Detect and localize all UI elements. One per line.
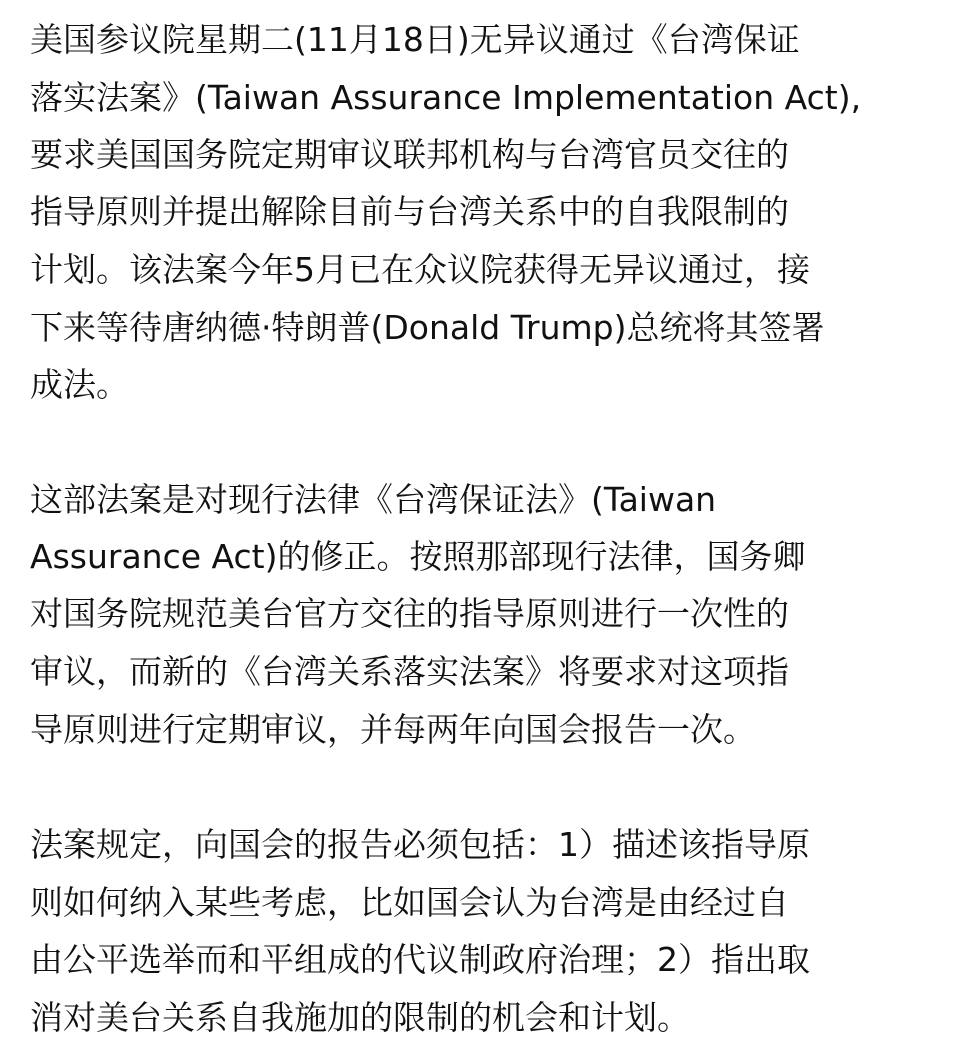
text-line: 落实法案》(Taiwan Assurance Implementation Act),: [30, 78, 862, 117]
text-line: 由公平选举而和平组成的代议制政府治理；2）指出取: [30, 940, 810, 979]
text-line: 消对美台关系自我施加的限制的机会和计划。: [30, 998, 690, 1037]
text-line: 法案规定，向国会的报告必须包括：1）描述该指导原: [30, 825, 810, 864]
text-line: 则如何纳入某些考虑，比如国会认为台湾是由经过自: [30, 883, 789, 922]
text-line: 审议，而新的《台湾关系落实法案》将要求对这项指: [30, 652, 789, 691]
text-line: 下来等待唐纳德·特朗普(Donald Trump)总统将其签署: [30, 308, 825, 347]
text-line: 要求美国国务院定期审议联邦机构与台湾官员交往的: [30, 135, 789, 174]
text-line: Assurance Act)的修正。按照那部现行法律，国务卿: [30, 537, 806, 576]
text-line: 计划。该法案今年5月已在众议院获得无异议通过，接: [30, 250, 810, 289]
text-line: 对国务院规范美台官方交往的指导原则进行一次性的: [30, 594, 789, 633]
text-line: 这部法案是对现行法律《台湾保证法》(Taiwan: [30, 480, 717, 519]
text-line: 导原则进行定期审议，并每两年向国会报告一次。: [30, 710, 756, 749]
text-line: 指导原则并提出解除目前与台湾关系中的自我限制的: [30, 192, 789, 231]
text-line: 美国参议院星期二(11月18日)无异议通过《台湾保证: [30, 20, 800, 59]
text-line: 成法。: [30, 365, 129, 404]
